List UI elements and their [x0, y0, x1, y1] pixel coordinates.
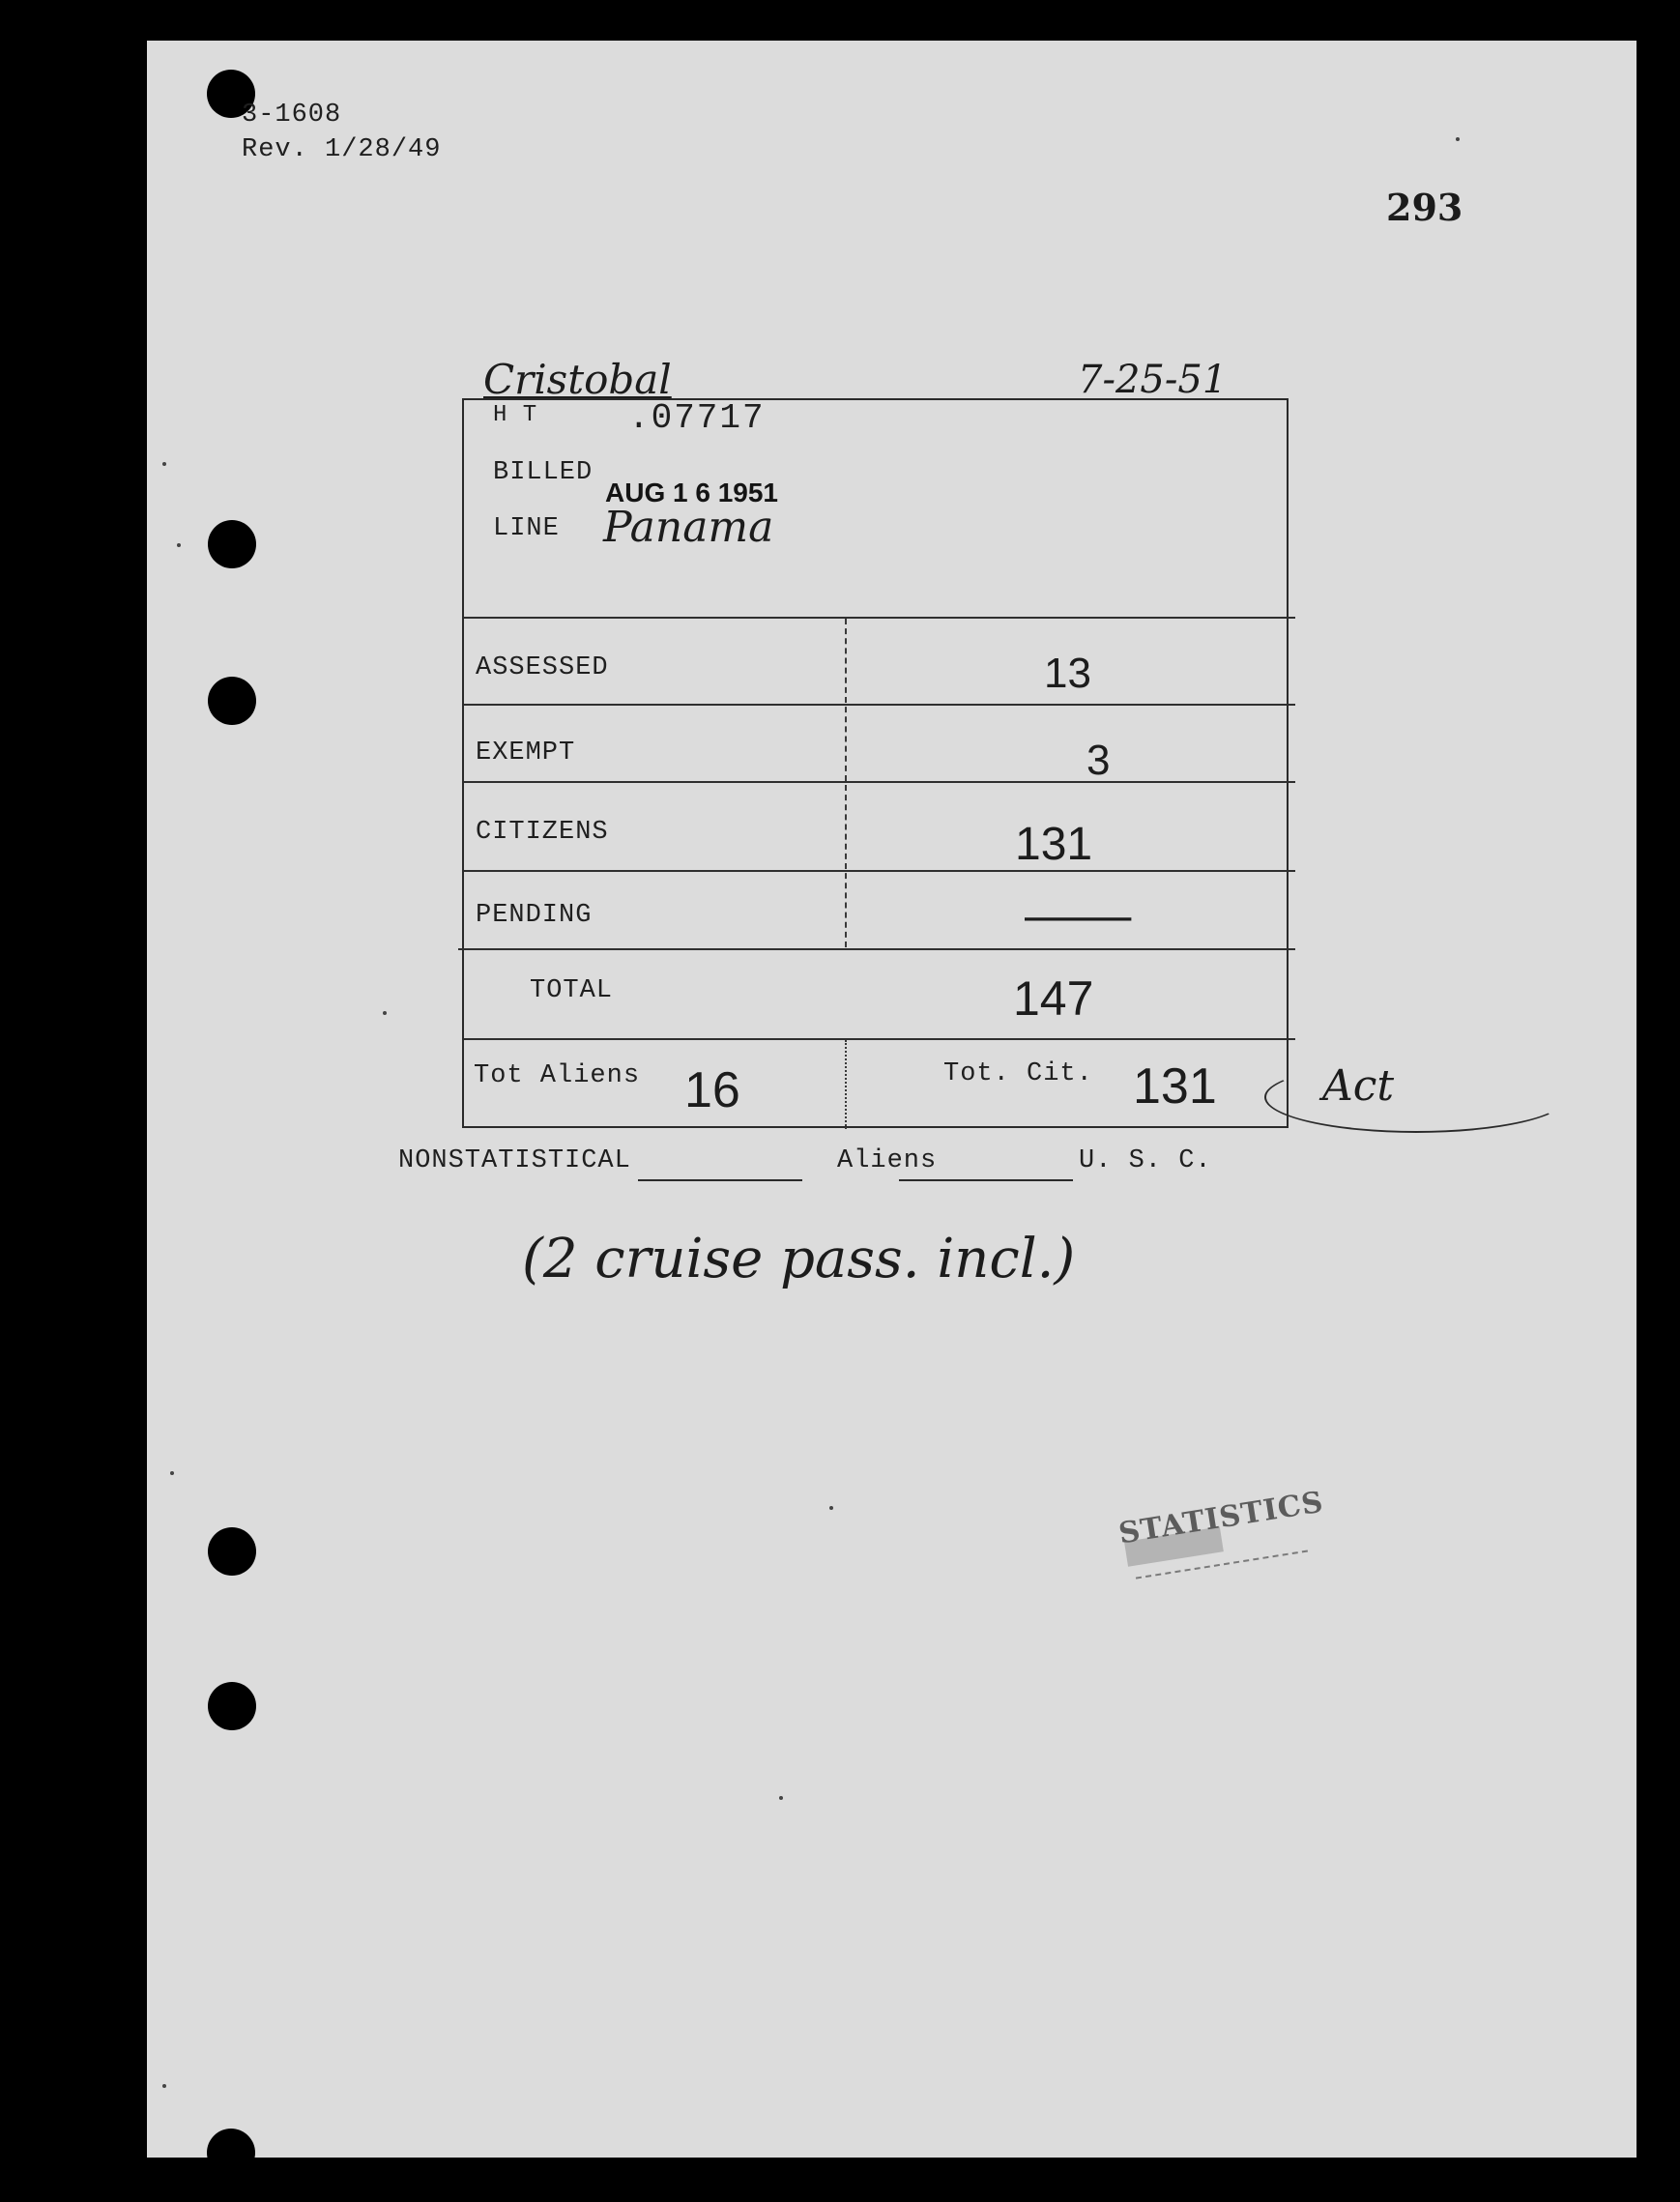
row-divider: [458, 948, 1295, 950]
scan-speck: [779, 1796, 783, 1800]
nonstatistical-usc-label: U. S. C.: [1079, 1146, 1212, 1175]
billed-date-stamp: AUG 1 6 1951: [605, 478, 778, 507]
scan-speck: [1456, 137, 1460, 141]
scan-speck: [162, 462, 166, 466]
binder-hole: [208, 1527, 256, 1576]
initials: Act: [1322, 1061, 1395, 1111]
form-number: 3-1608: [242, 101, 342, 130]
statistics-stamp-text: STATISTICS: [1116, 1485, 1326, 1551]
row-value-exempt: 3: [1086, 737, 1111, 784]
row-label-assessed: ASSESSED: [476, 653, 609, 682]
total-aliens-value: 16: [684, 1062, 740, 1118]
total-citizens-label: Tot. Cit.: [943, 1059, 1093, 1088]
scan-speck: [383, 1011, 387, 1015]
cruise-passenger-note: (2 cruise pass. incl.): [522, 1228, 1076, 1290]
page-number: 293: [1386, 186, 1463, 229]
row-value-assessed: 13: [1044, 650, 1091, 697]
line-label: LINE: [493, 514, 560, 543]
binder-hole: [208, 520, 256, 568]
row-value-citizens: 131: [1015, 819, 1093, 870]
scan-speck: [829, 1506, 833, 1510]
binder-hole: [207, 2129, 255, 2177]
line-value: Panama: [603, 503, 774, 552]
row-label-pending: PENDING: [476, 901, 593, 930]
row-divider: [464, 1038, 1295, 1040]
ht-label: H T: [493, 402, 538, 428]
row-value-pending: —: [1025, 890, 1132, 942]
total-citizens-value: 131: [1133, 1058, 1217, 1115]
row-label-citizens: CITIZENS: [476, 818, 609, 847]
binder-hole: [208, 677, 256, 725]
nonstatistical-label: NONSTATISTICAL: [398, 1146, 631, 1175]
column-divider: [845, 1040, 847, 1129]
statistics-form: [462, 398, 1289, 1128]
row-divider: [464, 617, 1295, 619]
row-divider: [464, 781, 1295, 783]
scan-speck: [177, 543, 181, 547]
scan-speck: [162, 2084, 166, 2088]
billed-label: BILLED: [493, 458, 594, 487]
entry-date: 7-25-51: [1078, 358, 1228, 402]
column-divider: [845, 619, 847, 947]
initials-oval: [1264, 1061, 1568, 1133]
row-label-exempt: EXEMPT: [476, 739, 576, 768]
row-label-total: TOTAL: [530, 976, 614, 1005]
total-aliens-label: Tot Aliens: [474, 1061, 641, 1090]
row-divider: [464, 870, 1295, 872]
ht-number: .07717: [628, 398, 766, 438]
scan-speck: [170, 1471, 174, 1475]
port-name: Cristobal: [483, 356, 672, 403]
nonstatistical-blank: [638, 1179, 802, 1181]
nonstatistical-aliens-label: Aliens: [837, 1146, 938, 1175]
aliens-blank: [899, 1179, 1073, 1181]
binder-hole: [208, 1682, 256, 1730]
row-value-total: 147: [1013, 971, 1094, 1026]
form-revision: Rev. 1/28/49: [242, 135, 442, 164]
row-divider: [464, 704, 1295, 706]
